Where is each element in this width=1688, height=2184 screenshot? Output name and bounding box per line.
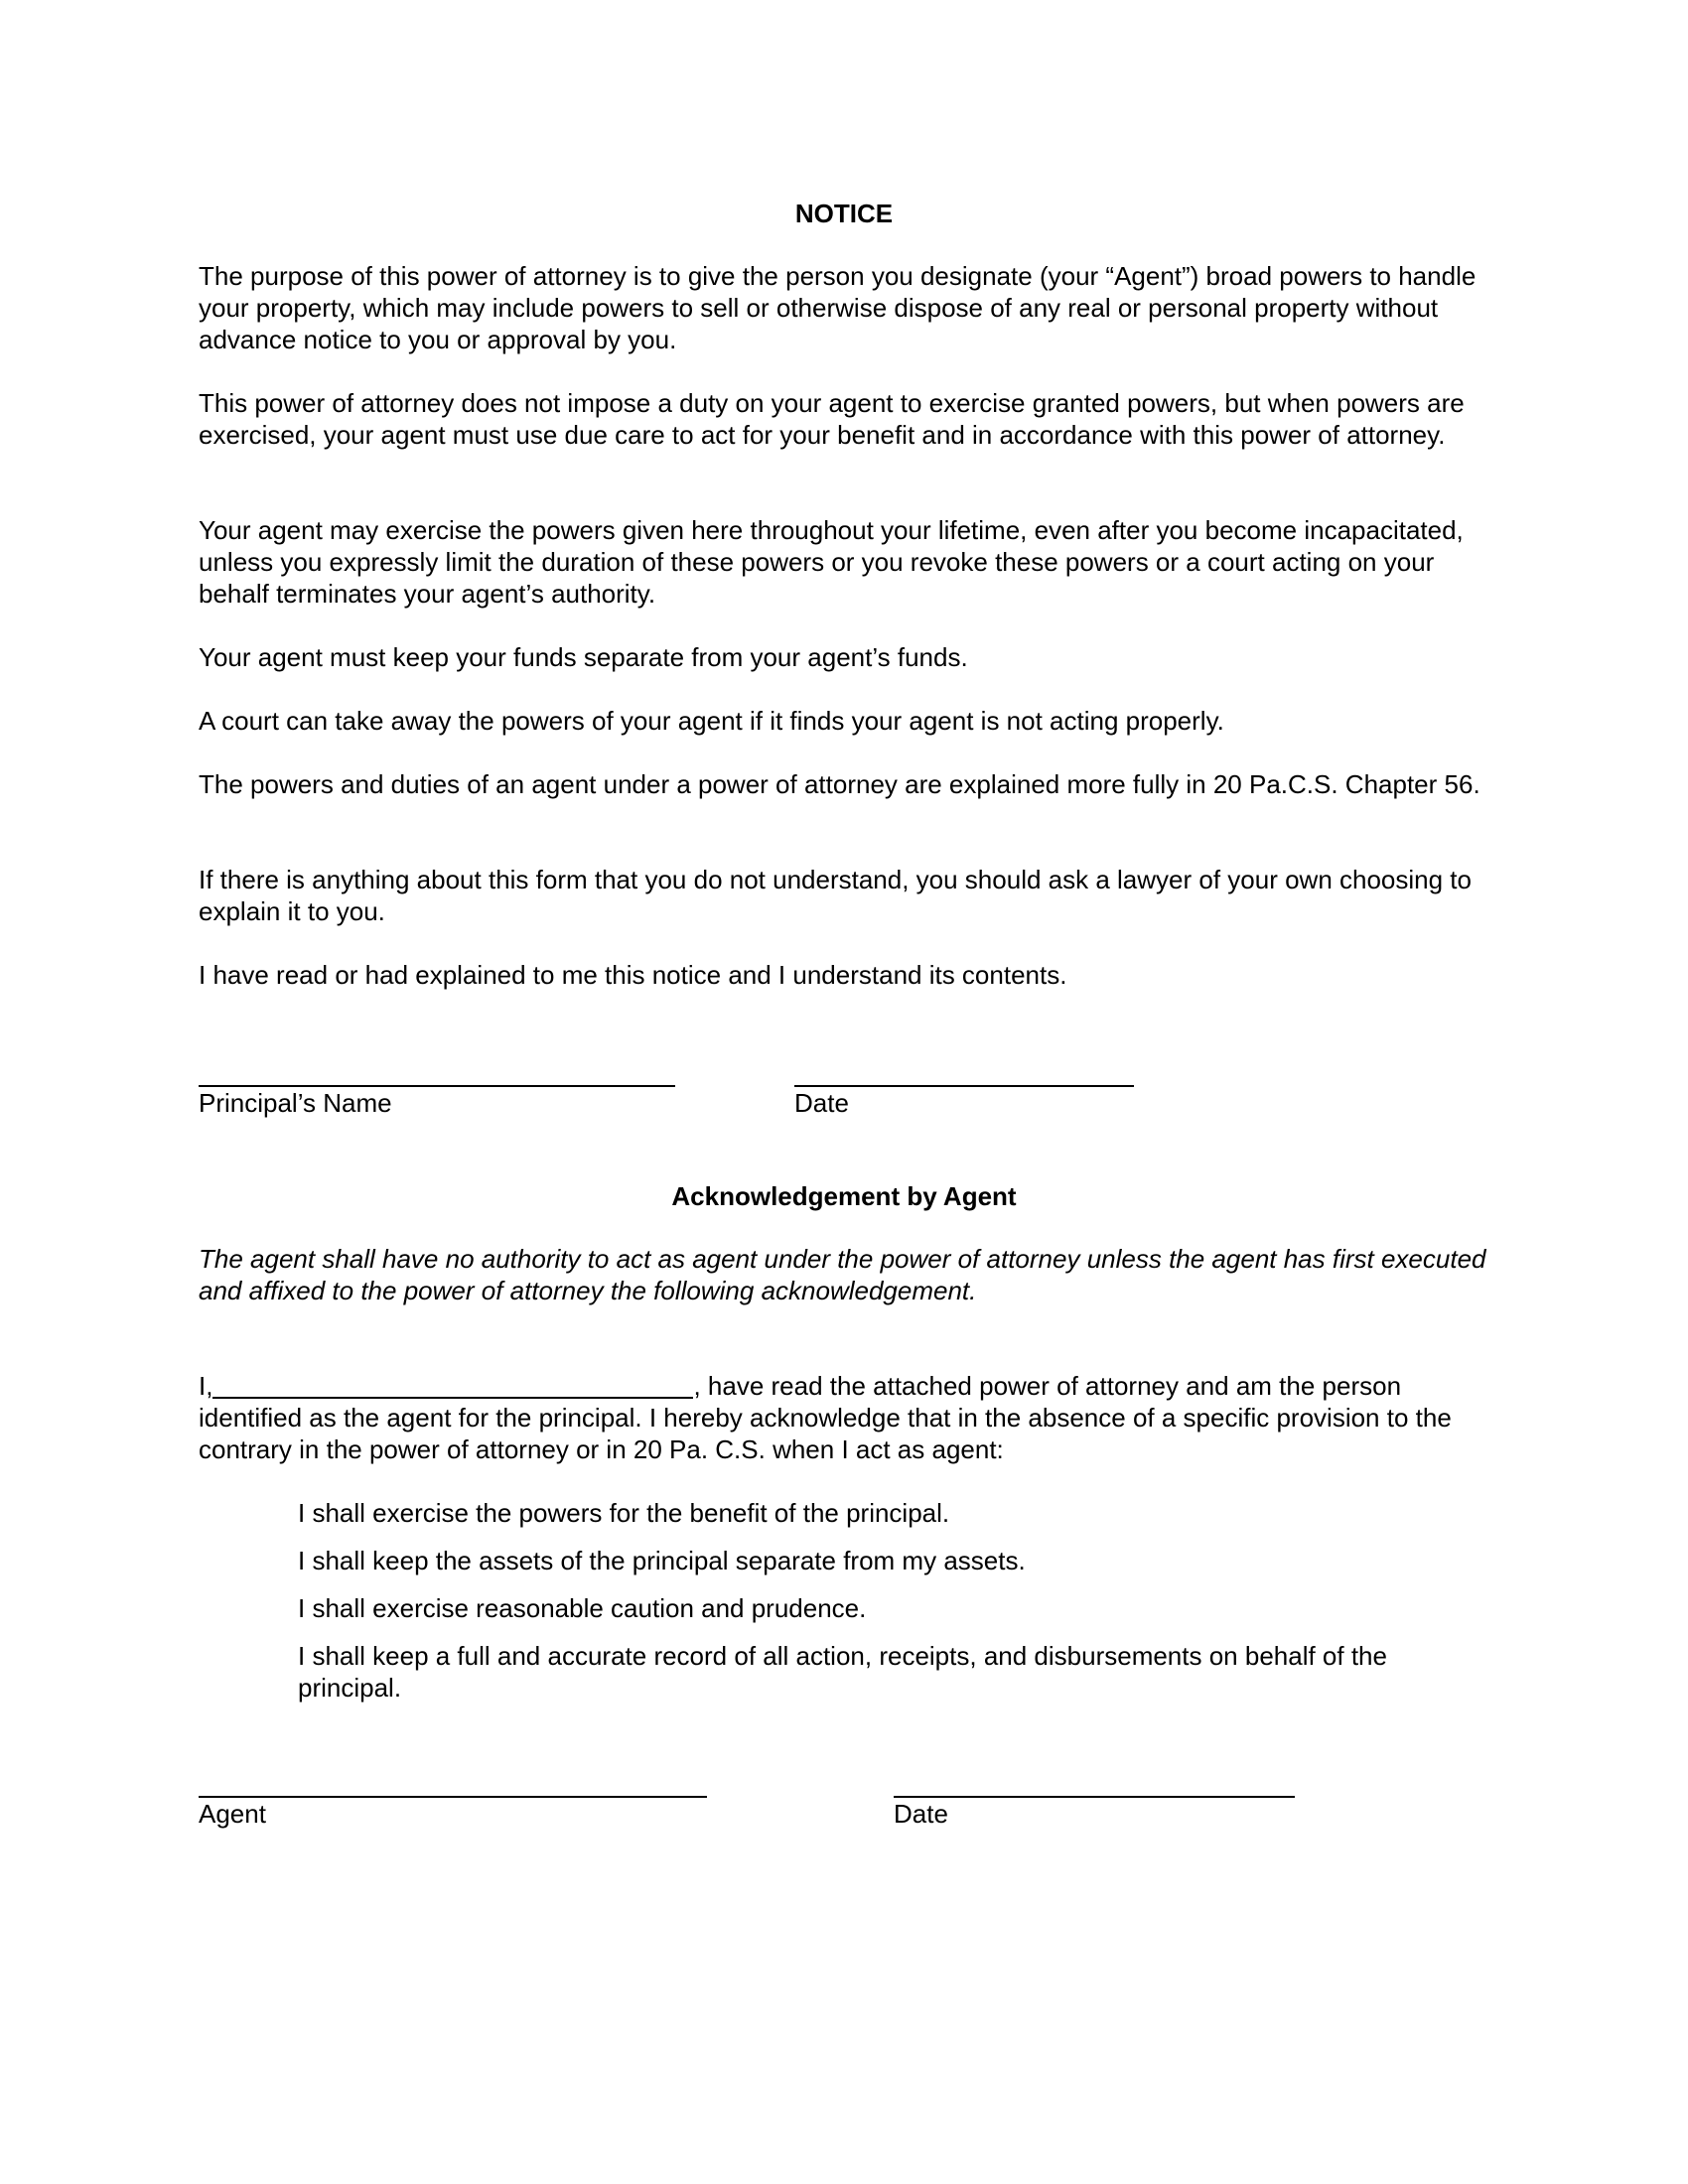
- agent-duty-4: I shall keep a full and accurate record of all action, receipts, and disbursements on behalf of the principal.: [298, 1641, 1387, 1703]
- notice-paragraph-2: This power of attorney does not impose a duty on your agent to exercise granted powers, but when powers are exercised, your agent must use due care to act for your benefit and in accordance with this power of attorney.: [199, 388, 1465, 450]
- agent-signature-line[interactable]: [199, 1796, 707, 1798]
- principal-date-label: Date: [794, 1088, 849, 1118]
- notice-paragraph-5: A court can take away the powers of your agent if it finds your agent is not acting properly.: [199, 706, 1224, 736]
- notice-paragraph-7: If there is anything about this form that you do not understand, you should ask a lawyer of your own choosing to explain it to you.: [199, 865, 1472, 926]
- acknowledgement-intro: The agent shall have no authority to act as agent under the power of attorney unless the agent has first executed and affixed to the power of attorney the following acknowledgement.: [199, 1244, 1486, 1305]
- notice-paragraph-4: Your agent must keep your funds separate from your agent’s funds.: [199, 642, 968, 672]
- agent-name-blank-field[interactable]: [212, 1371, 693, 1399]
- agent-duty-2: I shall keep the assets of the principal separate from my assets.: [298, 1546, 1026, 1575]
- agent-date-label: Date: [894, 1799, 948, 1829]
- agent-date-signature-line[interactable]: [894, 1796, 1295, 1798]
- document-page: [199, 0, 1489, 2184]
- statement-prefix: I,: [199, 1371, 213, 1401]
- statement-text: , have read the attached power of attorney and am the person identified as the agent for the principal. I hereby acknowledge that in the absence of a specific provision to the contrary in the power of attorney or in 20 Pa. C.S. when I act as agent:: [199, 1371, 1452, 1464]
- agent-duty-1: I shall exercise the powers for the benefit of the principal.: [298, 1498, 950, 1528]
- agent-signature-label: Agent: [199, 1799, 266, 1829]
- notice-paragraph-3: Your agent may exercise the powers given here throughout your lifetime, even after you become incapacitated, unless you expressly limit the duration of these powers or you revoke these powers or a court acting on your behalf terminates your agent’s authority.: [199, 515, 1464, 609]
- notice-paragraph-1: The purpose of this power of attorney is to give the person you designate (your “Agent”) broad powers to handle your property, which may include powers to sell or otherwise dispose of any real or personal property without advance notice to you or approval by you.: [199, 261, 1477, 354]
- principal-name-signature-line[interactable]: [199, 1085, 675, 1087]
- principal-name-label: Principal’s Name: [199, 1088, 392, 1118]
- acknowledgement-title: Acknowledgement by Agent: [671, 1181, 1017, 1211]
- agent-duty-3: I shall exercise reasonable caution and prudence.: [298, 1593, 867, 1623]
- notice-paragraph-8: I have read or had explained to me this notice and I understand its contents.: [199, 960, 1067, 990]
- notice-paragraph-6: The powers and duties of an agent under a power of attorney are explained more fully in 20 Pa.C.S. Chapter 56.: [199, 769, 1480, 799]
- acknowledgement-statement: [199, 1370, 1489, 1465]
- principal-date-signature-line[interactable]: [794, 1085, 1134, 1087]
- notice-title: NOTICE: [794, 199, 894, 228]
